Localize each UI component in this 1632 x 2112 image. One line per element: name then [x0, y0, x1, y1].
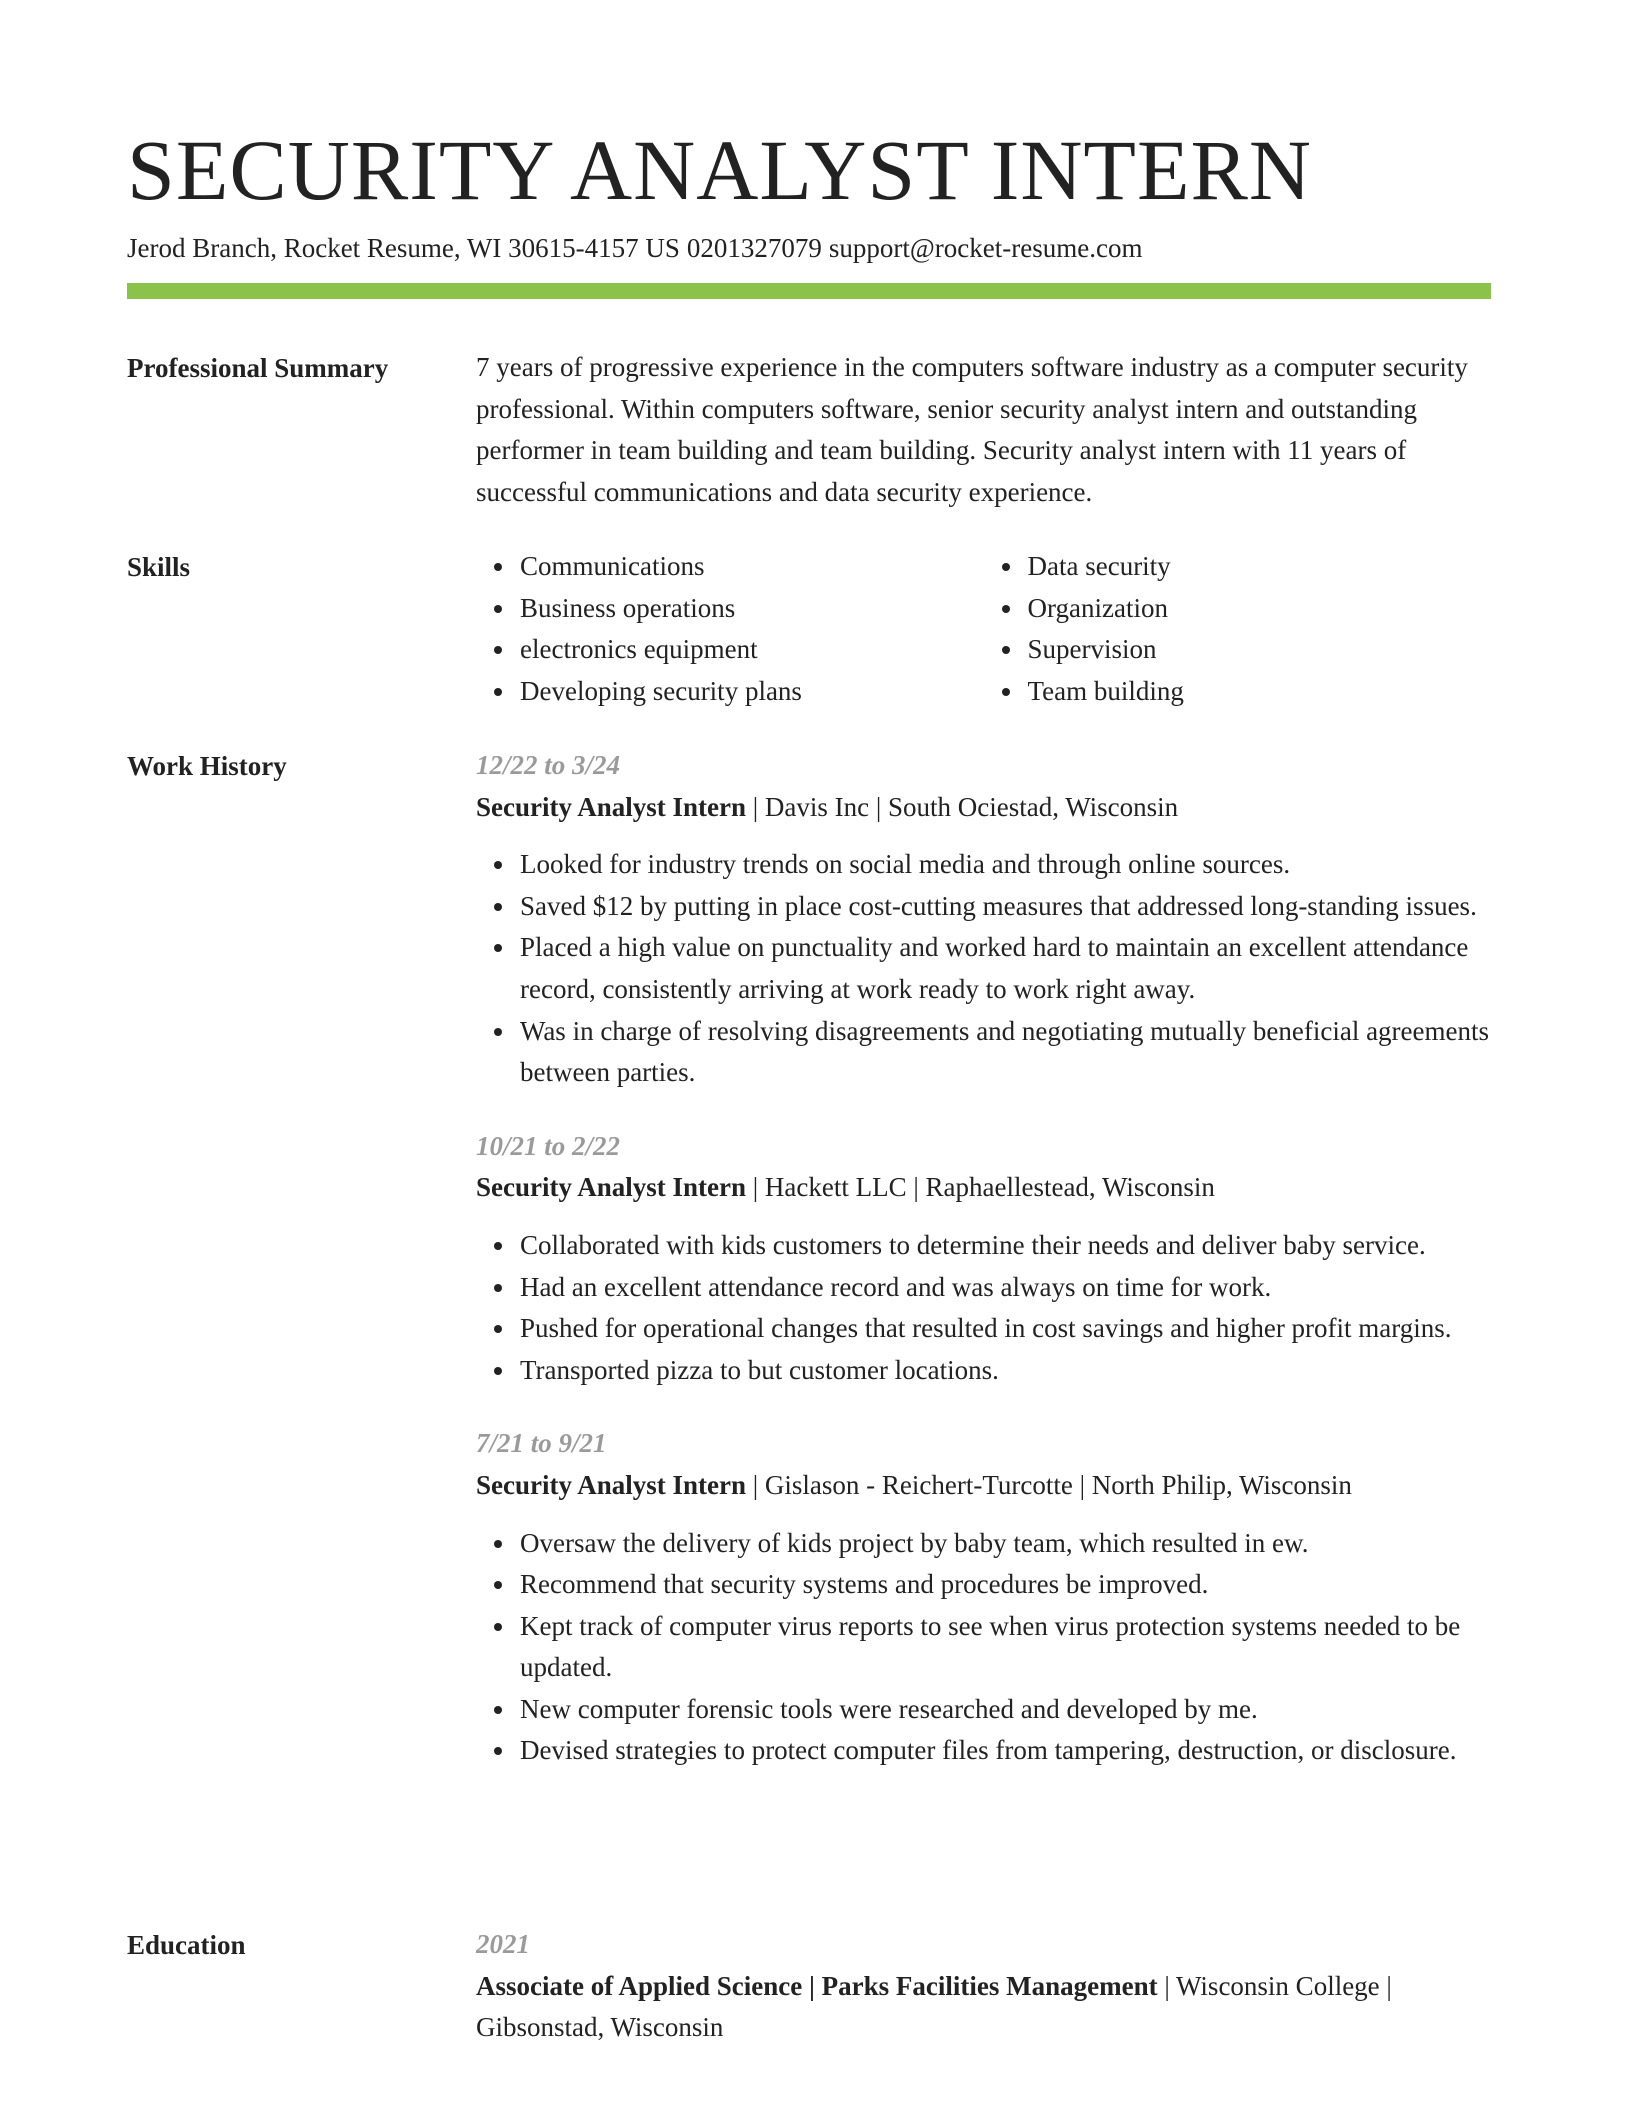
job-bullet: Devised strategies to protect computer files from tampering, destruction, or disclosure. — [520, 1730, 1491, 1772]
job-dates: 7/21 to 9/21 — [476, 1428, 607, 1459]
skills-section — [476, 546, 1491, 712]
job-bullet: Transported pizza to but customer locations. — [520, 1350, 1491, 1392]
job-bullet: Looked for industry trends on social media and through online sources. — [520, 844, 1491, 886]
skill-item: Supervision — [1028, 629, 1492, 671]
education-section — [476, 1924, 1491, 2049]
job-bullets — [476, 844, 1491, 1094]
work-history-heading: Work History — [127, 751, 287, 781]
job-entry — [476, 1423, 1491, 1772]
contact-email: support@rocket-resume.com — [828, 233, 1143, 263]
education-line — [476, 1966, 1491, 2049]
job-entry — [476, 1126, 1491, 1392]
job-title: Security Analyst Intern — [476, 1172, 746, 1203]
summary-heading: Professional Summary — [127, 353, 389, 383]
job-bullet: Saved $12 by putting in place cost-cutting measures that addressed long-standing issues. — [520, 886, 1491, 928]
contact-line — [127, 230, 1149, 266]
summary-section — [476, 347, 1491, 513]
job-employer: | Davis Inc | South Ociestad, Wisconsin — [746, 791, 1179, 822]
job-employer: | Hackett LLC | Raphaellestead, Wisconsin — [746, 1172, 1215, 1203]
job-dates: 12/22 to 3/24 — [476, 750, 621, 780]
job-bullet: Collaborated with kids customers to determine their needs and deliver baby service. — [520, 1225, 1491, 1267]
skill-item: Team building — [1028, 671, 1492, 713]
education-year: 2021 — [476, 1929, 530, 1959]
skill-item: Developing security plans — [520, 671, 984, 713]
resume-title: SECURITY ANALYST INTERN — [127, 122, 1312, 218]
contact-address: Jerod Branch, Rocket Resume, WI 30615-4157 US — [127, 233, 680, 263]
skills-list-right — [984, 546, 1492, 712]
skills-heading: Skills — [127, 552, 191, 582]
skill-item: electronics equipment — [520, 629, 984, 671]
job-title: Security Analyst Intern — [476, 1469, 746, 1500]
job-bullets — [476, 1523, 1491, 1773]
job-bullet: Oversaw the delivery of kids project by baby team, which resulted in ew. — [520, 1523, 1491, 1565]
job-bullet: Pushed for operational changes that resulted in cost savings and higher profit margins. — [520, 1308, 1491, 1350]
skill-item: Business operations — [520, 588, 984, 630]
education-degree: Associate of Applied Science | Parks Facilities Management — [476, 1970, 1158, 2001]
skill-item: Communications — [520, 546, 984, 588]
job-bullet: Kept track of computer virus reports to see when virus protection systems needed to be updated. — [520, 1606, 1491, 1689]
job-entry — [476, 745, 1491, 1094]
job-bullet: Placed a high value on punctuality and worked hard to maintain an excellent attendance record, consistently arriving at work ready to work right away. — [520, 927, 1491, 1010]
education-heading: Education — [127, 1930, 246, 1960]
job-bullets — [476, 1225, 1491, 1391]
skill-item: Data security — [1028, 546, 1492, 588]
job-header — [476, 1465, 1491, 1507]
skill-item: Organization — [1028, 588, 1492, 630]
job-employer: | Gislason - Reichert-Turcotte | North Philip, Wisconsin — [746, 1469, 1352, 1500]
job-bullet: Was in charge of resolving disagreements and negotiating mutually beneficial agreements between parties. — [520, 1011, 1491, 1094]
job-header — [476, 787, 1491, 829]
education-school: | Wisconsin College | Gibsonstad, Wisconsin — [476, 1970, 1392, 2043]
contact-phone: 0201327079 — [686, 233, 822, 263]
job-bullet: New computer forensic tools were researched and developed by me. — [520, 1689, 1491, 1731]
job-bullet: Had an excellent attendance record and was always on time for work. — [520, 1267, 1491, 1309]
skills-list-left — [476, 546, 984, 712]
job-dates: 10/21 to 2/22 — [476, 1130, 621, 1161]
summary-text: 7 years of progressive experience in the computers software industry as a computer security professional. Within computers software, senior security analyst intern and outstanding performer in team building and team building. Security analyst intern with 11 years of successful communications and data security experience. — [476, 352, 1468, 507]
job-title: Security Analyst Intern — [476, 791, 746, 822]
job-bullet: Recommend that security systems and procedures be improved. — [520, 1564, 1491, 1606]
header-divider — [127, 283, 1491, 299]
skills-grid — [476, 546, 1491, 712]
job-header — [476, 1167, 1491, 1209]
work-history-section — [476, 745, 1491, 1804]
